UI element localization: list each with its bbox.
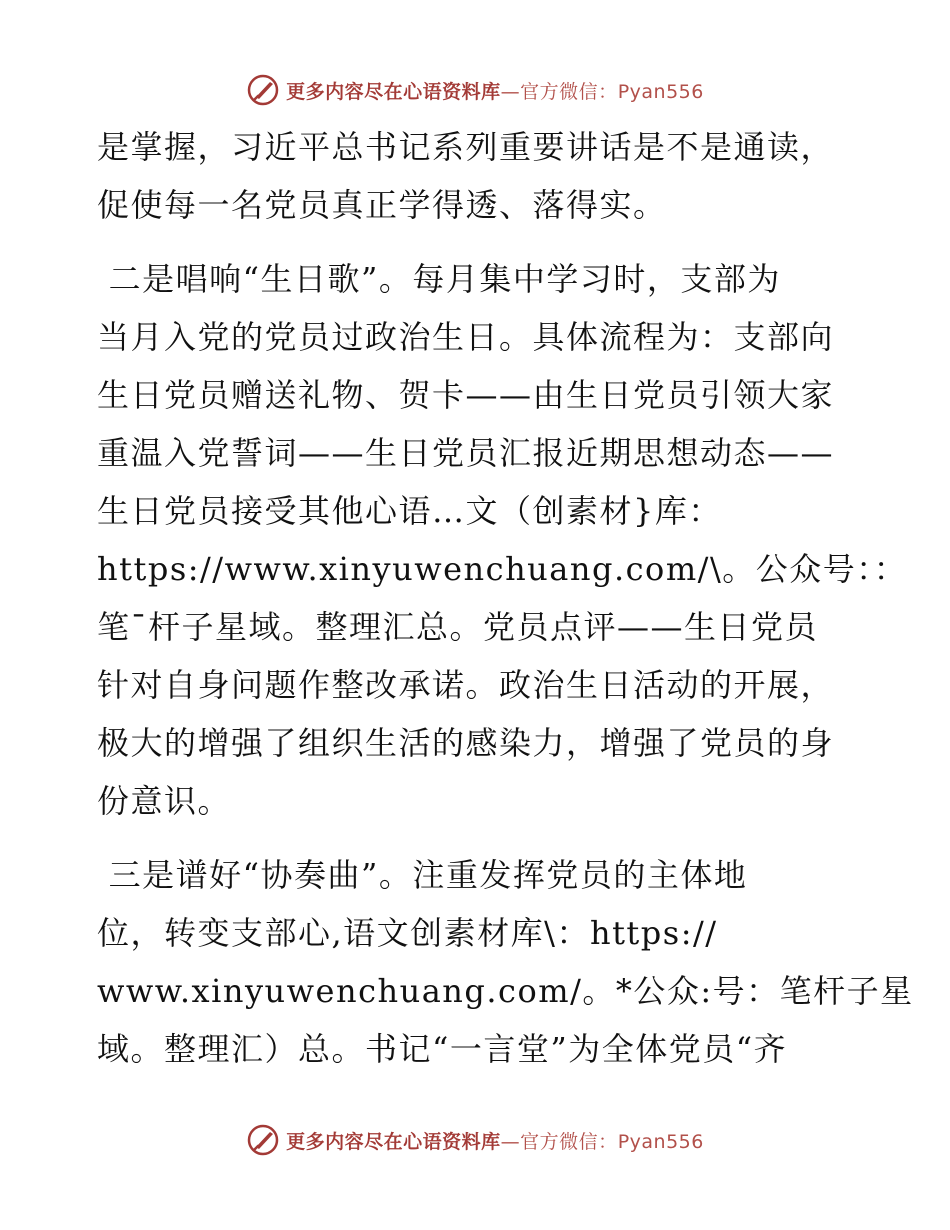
text-line: 当月入党的党员过政治生日。具体流程为：支部向 <box>97 318 835 356</box>
text-line: 生日党员赠送礼物、贺卡——由生日党员引领大家 <box>97 376 835 414</box>
text-line: 笔¯杆子星域。整理汇总。党员点评——生日党员 <box>97 608 819 646</box>
text-line: 二是唱响“生日歌”。每月集中学习时，支部为 <box>97 260 781 298</box>
text-line: 生日党员接受其他心语…文（创素材}库： <box>97 492 722 530</box>
banner-wechat-id: Pyan556 <box>617 1130 704 1153</box>
header-banner <box>0 70 950 110</box>
banner-separator: — <box>500 80 521 103</box>
paragraph-3 <box>97 846 914 1078</box>
banner-official-label: 官方微信： <box>520 1130 618 1153</box>
banner-official-label: 官方微信： <box>520 80 618 103</box>
text-line: 域。整理汇）总。书记“一言堂”为全体党员“齐 <box>97 1030 788 1068</box>
document-body <box>97 118 914 1078</box>
text-line: 促使每一名党员真正学得透、落得实。 <box>97 186 667 224</box>
banner-brand-text: 更多内容尽在心语资料库 <box>286 1130 501 1153</box>
text-line: https://www.xinyuwenchuang.com/\。公众号：： <box>97 550 908 588</box>
text-line: www.xinyuwenchuang.com/。*公众:号：笔杆子星 <box>97 972 914 1010</box>
quill-seal-icon <box>246 73 280 107</box>
banner-caption <box>286 77 704 104</box>
text-line: 针对自身问题作整改承诺。政治生日活动的开展， <box>97 666 835 704</box>
text-line: 重温入党誓词——生日党员汇报近期思想动态—— <box>97 434 835 472</box>
banner-separator: — <box>500 1130 521 1153</box>
banner-wechat-id: Pyan556 <box>617 80 704 103</box>
banner-caption <box>286 1127 704 1154</box>
text-line: 份意识。 <box>97 782 232 820</box>
quill-seal-icon <box>246 1123 280 1157</box>
footer-banner <box>0 1120 950 1160</box>
paragraph-2 <box>97 250 908 830</box>
text-line: 是掌握，习近平总书记系列重要讲话是不是通读， <box>97 128 835 166</box>
paragraph-1 <box>97 118 867 234</box>
banner-brand-text: 更多内容尽在心语资料库 <box>286 80 501 103</box>
text-line: 位，转变支部心,语文创素材库\：https:// <box>97 914 718 952</box>
text-line: 极大的增强了组织生活的感染力，增强了党员的身 <box>97 724 835 762</box>
text-line: 三是谱好“协奏曲”。注重发挥党员的主体地 <box>97 856 748 894</box>
